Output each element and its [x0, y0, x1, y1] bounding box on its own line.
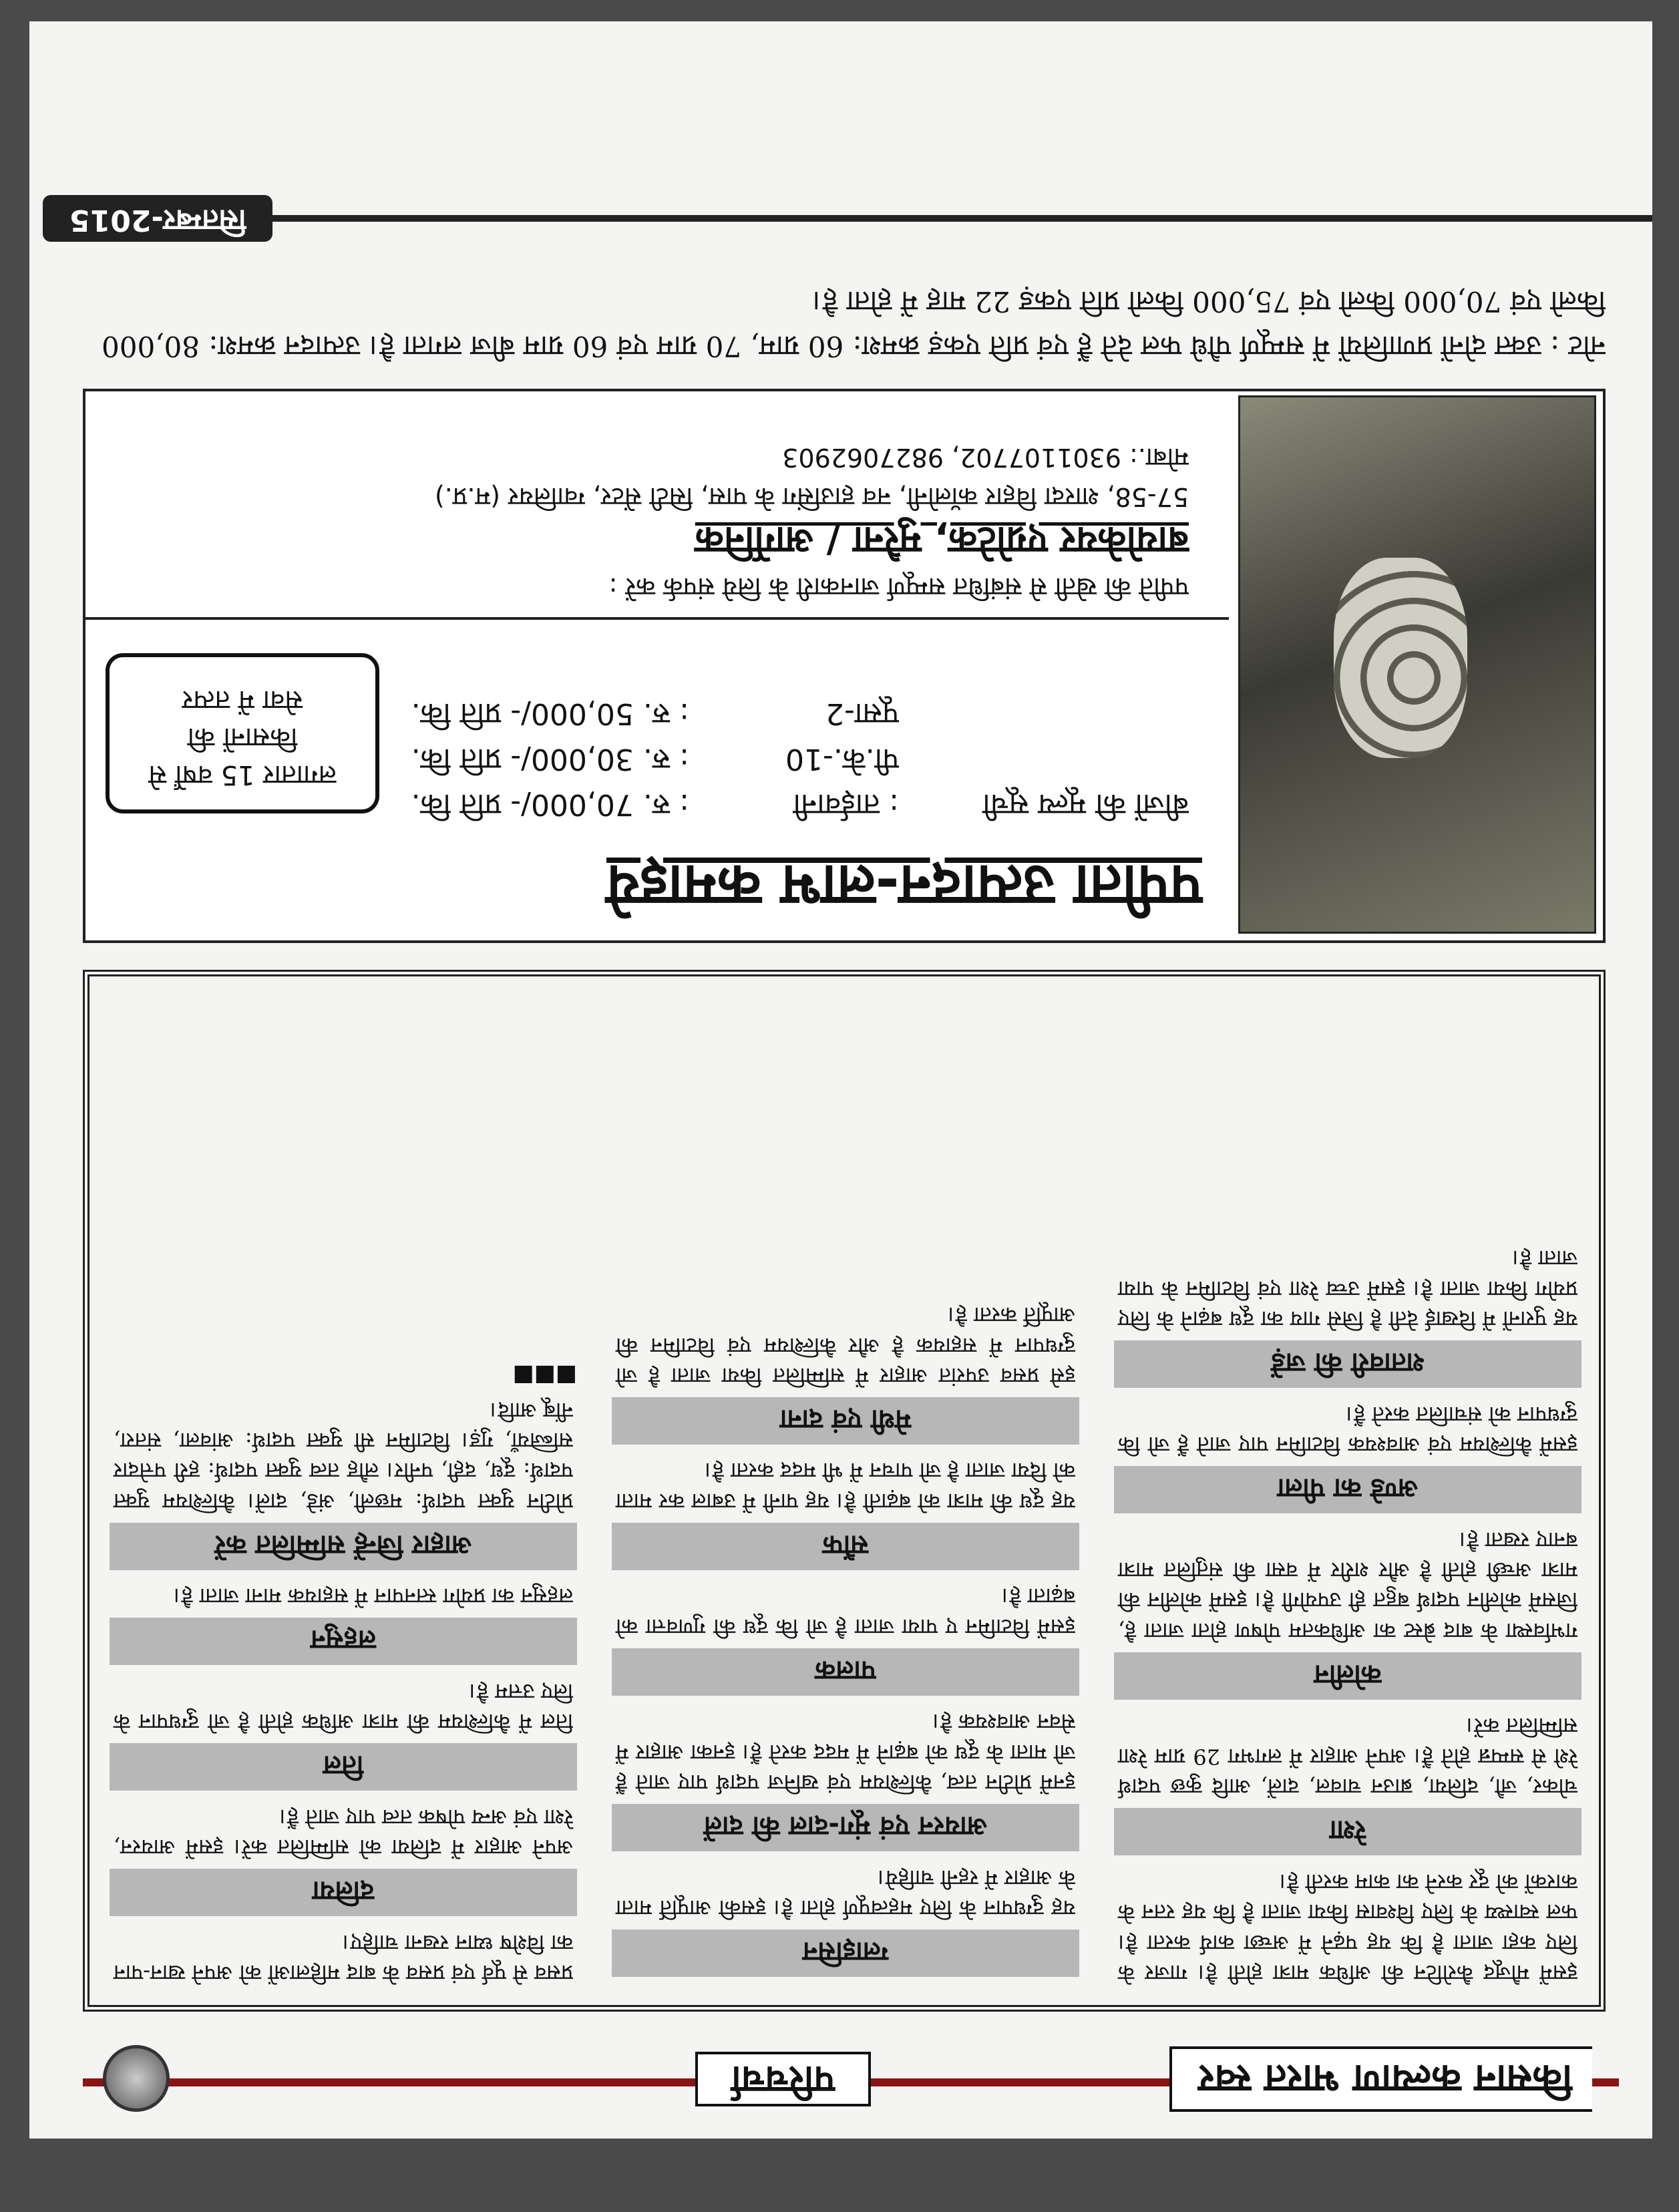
contact-intro: पपीते की खेती से संबंधित सम्पूर्ण जानकारी के लिये संपर्क करें : — [608, 572, 1189, 602]
ad-divider — [85, 617, 1229, 620]
subheading: शतावरी की जड़ें — [1114, 1340, 1581, 1388]
article-column-2 — [612, 1300, 1079, 1988]
variety-price: : रु. 70,000/- प्रति कि. — [411, 787, 689, 821]
paragraph: यह दुग्धपान के लिए महत्वपूर्ण होता है। इसकी आपूर्ति माता के आहार में रहनी चाहिये। — [616, 1865, 1075, 1921]
price-row — [411, 736, 1189, 781]
section-label: परिचर्चा — [695, 2052, 871, 2106]
yield-note: नोट : उक्त दोनों प्रणालियों में सम्पूर्ण पौधे फल देते हैं एवं प्रति एकड़ क्रमश: 60 ग्राम, 70 ग्राम एवं 60 ग्राम बीज लगता है। उत्पादन क्रमश: 80,000 किलो एवं 70,000 किलो एवं 75,000 किलो प्रति एकड़ 22 माह में होता है। — [102, 285, 1606, 363]
paragraph: प्रोटीन युक्त पदार्थ: मछली, अंडे, दालें। कैल्शियम युक्त पदार्थ: दूध, दही, पनीर। लौह तत्व युक्त पदार्थ: हरी पत्तेदार सब्जियाँ, गुड़। विटामिन सी युक्त पदार्थ: आंवला, संतरा, नींबू आदि। — [114, 1397, 573, 1514]
paragraph: अपने आहार में दलिया को सम्मिलित करें। इसमें आयरन, रेशा एवं अन्य पोषक तत्व पाए जाते हैं। — [114, 1804, 573, 1861]
subheading: ग्लाइसिन — [612, 1929, 1079, 1977]
service-seal — [106, 653, 379, 813]
paragraph: इसमें कैल्शियम एवं आवश्यक विटामिन पाए जाते हैं जो कि दुग्धपान को संचालित करते हैं। — [1118, 1401, 1577, 1458]
paragraph: प्रसव से पूर्व एवं प्रसव के बाद महिलाओं को अपने खान-पान का विशेष ध्यान रखना चाहिए। — [114, 1929, 573, 1986]
seal-line: किसानों की — [187, 722, 298, 753]
paragraph: गर्भावस्था के बाद ब्रेस्ट का अधिकतम पोषण होता जाता है, जिसमें कोलीन पदार्थ बहुत ही उपयोगी है। इसमें कोलीन की मात्रा अच्छी होती है और शरीर में वसा की संतुलित मात्रा बनाए रखता है। — [1118, 1527, 1577, 1644]
variety-name: पी.के.-10 — [785, 741, 899, 776]
ad-headline: पपीता उत्पादन-लाभ कमाइये — [606, 852, 1202, 919]
subheading: मेथी एवं दाना — [612, 1397, 1079, 1445]
article-column-3 — [110, 1362, 577, 1988]
emblem-icon — [103, 2045, 170, 2112]
papaya-tree-photo — [1238, 395, 1596, 934]
magazine-page — [29, 21, 1652, 2139]
subheading: कोलीन — [1114, 1652, 1581, 1700]
paragraph: इसमें मौजूद कैरोटिन की अधिक मात्रा होती है। गाजर के लिए कहा जाता है कि यह पढ़ने में अच्छा कार्य करता है। फल स्वास्थ्य के लिए विश्वास किया जाता है कि यह रतन के कारकों को दूर करने का काम करती है। — [1118, 1869, 1577, 1986]
variety-name: पूसा-2 — [825, 696, 899, 731]
footer-rule — [230, 215, 1652, 222]
subheading: दलिया — [110, 1869, 577, 1916]
subheading: तिल — [110, 1743, 577, 1791]
seal-line: सेवा में तत्पर — [182, 685, 303, 715]
company-phone: मोबा.: 9301107702, 9827062903 — [782, 443, 1189, 473]
paragraph: इनमें प्रोटीन तत्व, कैल्शियम एवं खनिज पदार्थ पाए जाते हैं जो माता के दूध को बढ़ाने में मदद करते हैं। इनका आहार में सेवन आवश्यक है। — [616, 1709, 1075, 1796]
issue-date: सितम्बर-2015 — [43, 195, 272, 242]
paragraph: चोकर, जौ, दलिया, ब्राउन चावल, दालें, आदि कुछ पदार्थ रेशे से सम्पन्न होते हैं। अपने आहार में लगभग 29 ग्राम रेशा सम्मिलित करें। — [1118, 1713, 1577, 1800]
paragraph: इसमें विटामिन ए पाया जाता है जो कि दूध की गुणवत्ता को बढ़ाता है। — [616, 1584, 1075, 1640]
subheading: सौंफ — [612, 1523, 1079, 1570]
subheading: पालक — [612, 1648, 1079, 1696]
variety-name: : ताईवानी — [793, 787, 899, 821]
page-footer — [29, 195, 1652, 242]
end-mark: ■■■ — [512, 1362, 577, 1390]
ad-contact — [120, 437, 1189, 606]
subheading: अण्डे का पीला — [1114, 1466, 1581, 1513]
price-row — [411, 690, 1189, 735]
seal-line: लगातार 15 वर्षों से — [148, 759, 337, 790]
variety-price: : रु. 30,000/- प्रति कि. — [411, 741, 689, 776]
magazine-title: किसान कल्याण भारत स्वर — [1169, 2046, 1592, 2112]
subheading: रेशा — [1114, 1808, 1581, 1855]
subheading: लहसुन — [110, 1618, 577, 1665]
paragraph: इसे प्रसव उपरांत आहार में सम्मिलित किया जाता है जो दुग्धपान में सहायक है और कैल्शियम एवं विटामिन की आपूर्ति करता है। — [616, 1302, 1075, 1389]
price-list-label: बीजों की मूल्य सूची — [982, 787, 1189, 821]
price-list — [411, 690, 1189, 827]
page-header — [83, 2052, 1619, 2112]
price-row — [411, 781, 1189, 827]
article-box — [83, 970, 1606, 2012]
paragraph: लहसुन का प्रयोग स्तनपान में सहायक माना जाता है। — [173, 1584, 573, 1610]
paragraph: तिल में कैल्शियम की मात्रा अधिक होती है जो दुग्धपान के लिए उत्तम है। — [114, 1678, 573, 1735]
variety-price: : रु. 50,000/- प्रति कि. — [411, 696, 689, 731]
company-address: 57-58, शारदा विहार कॉलोनी, नव हाउसिंग के पास, सिटी सेंटर, ग्वालियर (म.प्र.) — [434, 482, 1189, 512]
subheading: आयरन एवं मूंग-दाल की दालें — [612, 1804, 1079, 1851]
papaya-seed-advertisement — [83, 389, 1606, 943]
papaya-fruit-cluster — [1334, 558, 1467, 758]
paragraph: यह पुरानों में दिखाई देती है जिसे गाय का दूध बढ़ाने के लिए प्रयोग किया जाता है। इसमें उच्च रेशा एवं विटामिन के पाया जाता है। — [1118, 1246, 1577, 1332]
paragraph: यह दूध की मात्रा को बढ़ाती है। यह पानी में उबाल कर माता को दिया जाता है जो पाचन में भी मदद करता है। — [616, 1458, 1075, 1514]
article-column-1 — [1114, 1243, 1581, 1988]
subheading: आहार जिन्हें सम्मिलित करें — [110, 1523, 577, 1570]
company-name: बायोकेयर एग्रोटेक, मुरैना / आर्गेनिक — [695, 518, 1189, 562]
